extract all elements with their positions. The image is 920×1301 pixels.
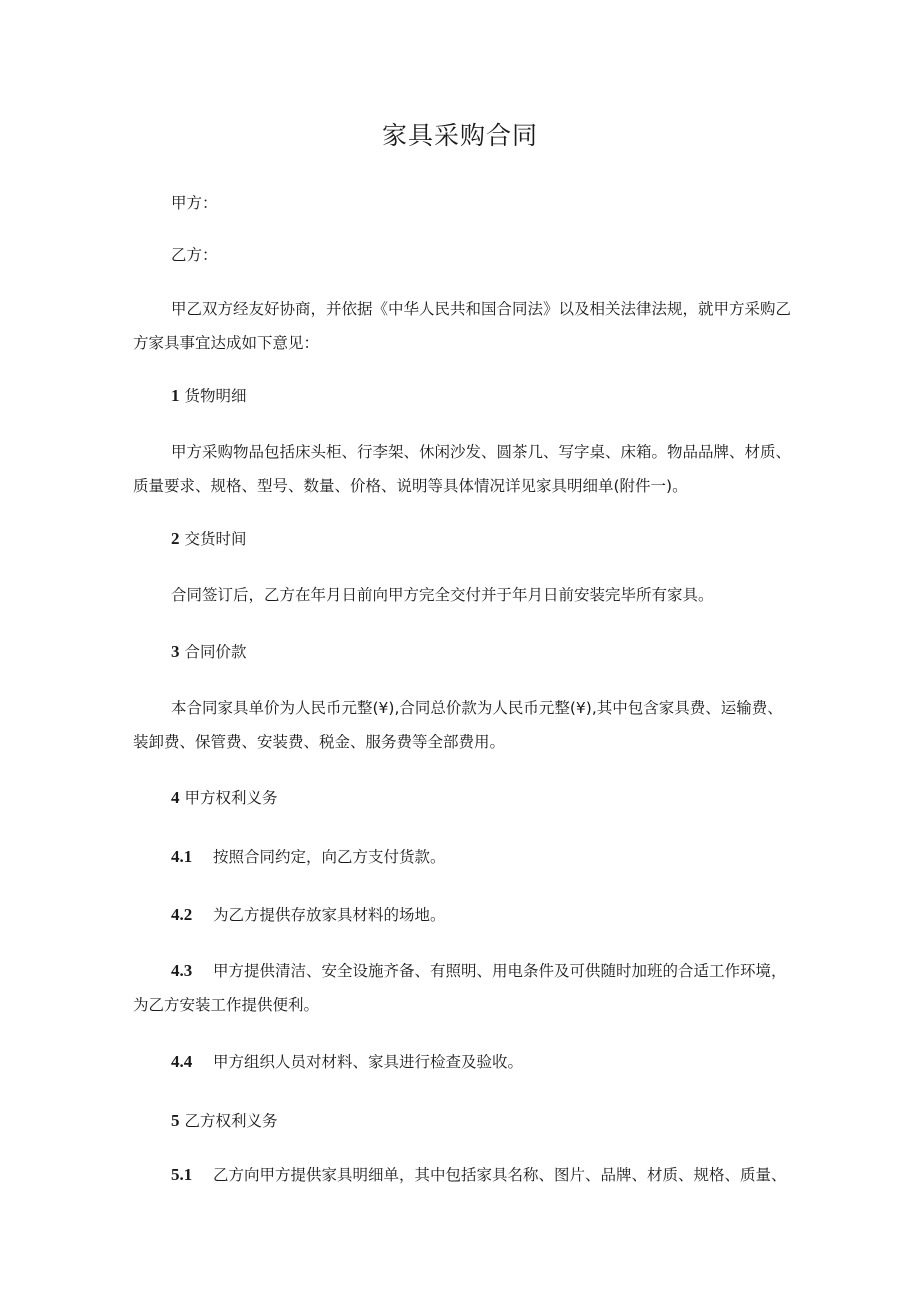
clause-item xyxy=(133,1158,798,1192)
clause-number: 4.1 xyxy=(171,847,193,866)
section-heading xyxy=(171,635,246,669)
section-title: 货物明细 xyxy=(184,387,247,405)
clause-text: 甲方提供清洁、安全设施齐备、有照明、用电条件及可供随时加班的合适工作环境，为乙方安装工作提供便利。 xyxy=(133,962,787,1014)
intro-paragraph: 甲乙双方经友好协商，并依据《中华人民共和国合同法》以及相关法律法规，就甲方采购乙方家具事宜达成如下意见： xyxy=(133,300,792,352)
party-a-label: 甲方： xyxy=(171,194,218,212)
clause-text: 按照合同约定，向乙方支付货款。 xyxy=(213,848,446,866)
clause-number: 4.3 xyxy=(171,961,193,980)
section-title: 交货时间 xyxy=(184,530,247,548)
page-title: 家具采购合同 xyxy=(381,121,538,150)
section-body: 本合同家具单价为人民币元整(¥),合同总价款为人民币元整(¥),其中包含家具费、运输费、装卸费、保管费、安装费、税金、服务费等全部费用。 xyxy=(133,699,783,751)
party-b-label: 乙方： xyxy=(171,246,218,264)
section-number: 1 xyxy=(171,386,180,405)
clause-text: 乙方向甲方提供家具明细单，其中包括家具名称、图片、品牌、材质、规格、质量、 xyxy=(213,1166,787,1184)
section-number: 2 xyxy=(171,529,180,548)
clause-number: 5.1 xyxy=(171,1165,193,1184)
clause-item xyxy=(133,1045,798,1079)
section-body: 合同签订后，乙方在年月日前向甲方完全交付并于年月日前安装完毕所有家具。 xyxy=(171,586,714,604)
section-title: 合同价款 xyxy=(184,643,247,661)
section-number: 3 xyxy=(171,642,180,661)
section-heading xyxy=(171,522,246,556)
clause-number: 4.4 xyxy=(171,1052,193,1071)
section-heading xyxy=(171,379,246,413)
section-number: 4 xyxy=(171,788,180,807)
clause-text: 甲方组织人员对材料、家具进行检查及验收。 xyxy=(213,1053,524,1071)
clause-item xyxy=(133,840,798,874)
section-title: 甲方权利义务 xyxy=(184,789,278,807)
clause-text: 为乙方提供存放家具材料的场地。 xyxy=(213,906,446,924)
section-heading xyxy=(171,1104,277,1138)
section-body: 甲方采购物品包括床头柜、行李架、休闲沙发、圆茶几、写字桌、床箱。物品品牌、材质、质量要求、规格、型号、数量、价格、说明等具体情况详见家具明细单(附件一)。 xyxy=(133,443,792,495)
clause-number: 4.2 xyxy=(171,905,193,924)
section-number: 5 xyxy=(171,1111,180,1130)
section-title: 乙方权利义务 xyxy=(184,1112,278,1130)
section-heading xyxy=(171,781,277,815)
clause-item xyxy=(133,898,798,932)
clause-item xyxy=(133,954,798,1022)
